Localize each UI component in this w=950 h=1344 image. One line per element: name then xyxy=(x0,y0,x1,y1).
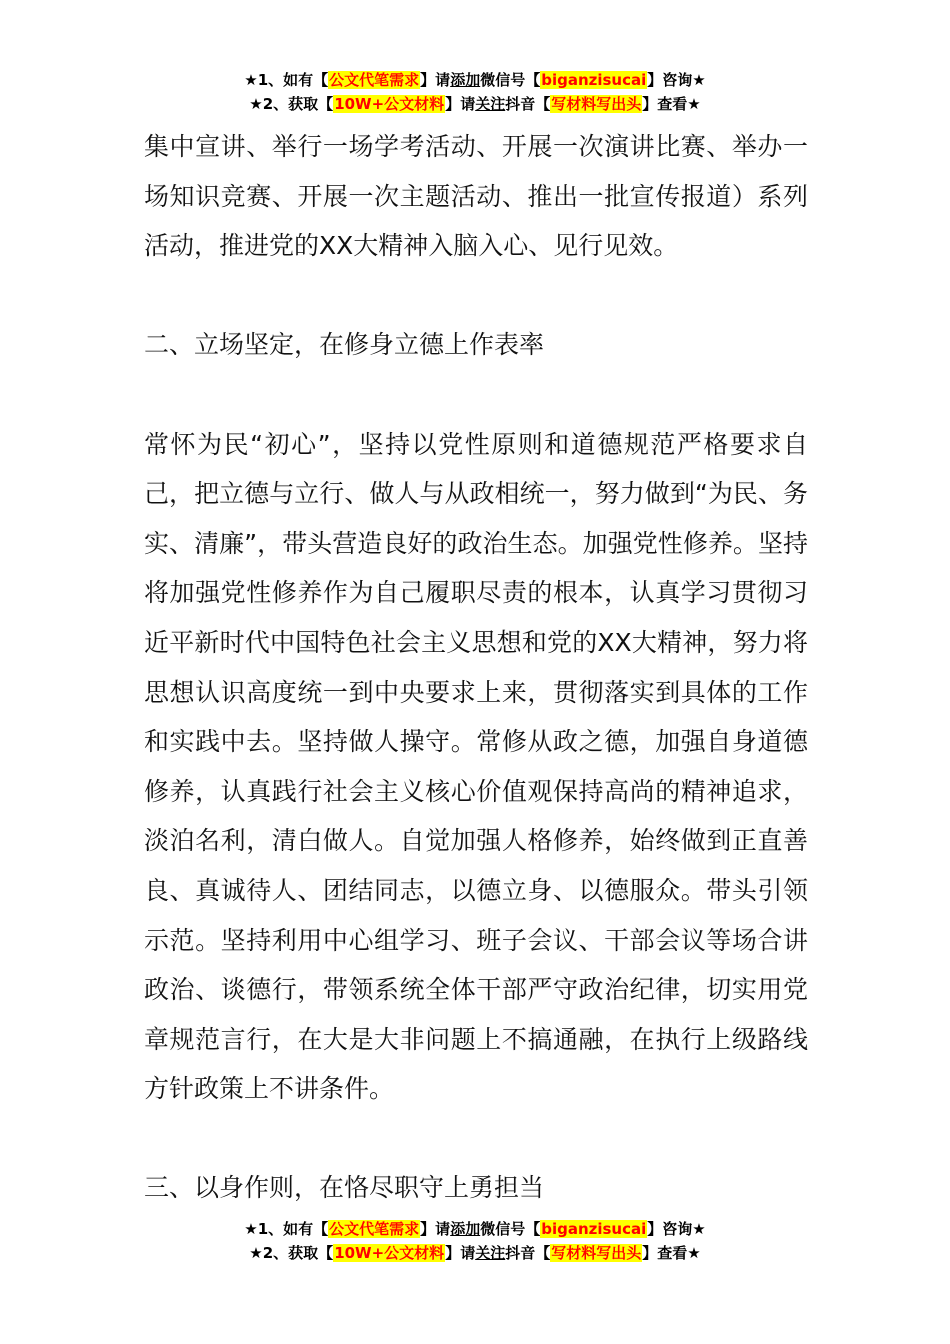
promo-underlined: 关注 xyxy=(475,95,506,113)
promo-wechat-id: biganzisucai xyxy=(541,71,647,89)
promo-text: 】请 xyxy=(420,1220,451,1238)
promo-highlight: 10W+公文材料 xyxy=(334,1244,445,1262)
promo-underlined: 添加 xyxy=(450,1220,481,1238)
section-heading-2: 二、立场坚定，在修身立德上作表率 xyxy=(144,330,545,360)
promo-text: 】查看★ xyxy=(642,1244,701,1262)
promo-line-1 xyxy=(0,1217,950,1241)
promo-text: ★2、获取【 xyxy=(249,1244,334,1262)
promo-douyin-id: 写材料写出头 xyxy=(551,1244,642,1262)
promo-highlight: 10W+公文材料 xyxy=(334,95,445,113)
promo-text: 】咨询★ xyxy=(647,1220,706,1238)
promo-banner-top xyxy=(0,68,950,116)
promo-banner-bottom xyxy=(0,1217,950,1265)
promo-line-1 xyxy=(0,68,950,92)
promo-line-2 xyxy=(0,92,950,116)
document-body xyxy=(144,122,808,1213)
promo-text: 微信号【 xyxy=(480,71,541,89)
promo-text: 】请 xyxy=(420,71,451,89)
promo-text: 】请 xyxy=(445,1244,476,1262)
promo-text: 】咨询★ xyxy=(647,71,706,89)
promo-text: 】请 xyxy=(445,95,476,113)
promo-text: ★2、获取【 xyxy=(249,95,334,113)
promo-text: ★1、如有【 xyxy=(244,1220,329,1238)
promo-text: 抖音【 xyxy=(505,95,551,113)
promo-underlined: 关注 xyxy=(475,1244,506,1262)
paragraph-section-2: 常怀为民“初心”，坚持以党性原则和道德规范严格要求自己，把立德与立行、做人与从政相统一，努力做到“为民、务实、清廉”，带头营造良好的政治生态。加强党性修养。坚持将加强党性修养作为自己履职尽责的根本，认真学习贯彻习近平新时代中国特色社会主义思想和党的XX大精神，努力将思想认识高度统一到中央要求上来，贯彻落实到具体的工作和实践中去。坚持做人操守。常修从政之德，加强自身道德修养，认真践行社会主义核心价值观保持高尚的精神追求，淡泊名利，清白做人。自觉加强人格修养，始终做到正直善良、真诚待人、团结同志，以德立身、以德服众。带头引领示范。坚持利用中心组学习、班子会议、干部会议等场合讲政治、谈德行，带领系统全体干部严守政治纪律，切实用党章规范言行，在大是大非问题上不搞通融，在执行上级路线方针政策上不讲条件。 xyxy=(144,429,808,1104)
promo-wechat-id: biganzisucai xyxy=(541,1220,647,1238)
promo-text: 】查看★ xyxy=(642,95,701,113)
promo-text: 微信号【 xyxy=(480,1220,541,1238)
promo-text: 抖音【 xyxy=(505,1244,551,1262)
promo-line-2 xyxy=(0,1241,950,1265)
promo-douyin-id: 写材料写出头 xyxy=(551,95,642,113)
section-heading-3: 三、以身作则，在恪尽职守上勇担当 xyxy=(144,1173,545,1203)
promo-highlight: 公文代笔需求 xyxy=(329,71,420,89)
promo-highlight: 公文代笔需求 xyxy=(329,1220,420,1238)
paragraph-continued: 集中宣讲、举行一场学考活动、开展一次演讲比赛、举办一场知识竞赛、开展一次主题活动、推出一批宣传报道）系列活动，推进党的XX大精神入脑入心、见行见效。 xyxy=(144,132,808,261)
promo-text: ★1、如有【 xyxy=(244,71,329,89)
promo-underlined: 添加 xyxy=(450,71,481,89)
